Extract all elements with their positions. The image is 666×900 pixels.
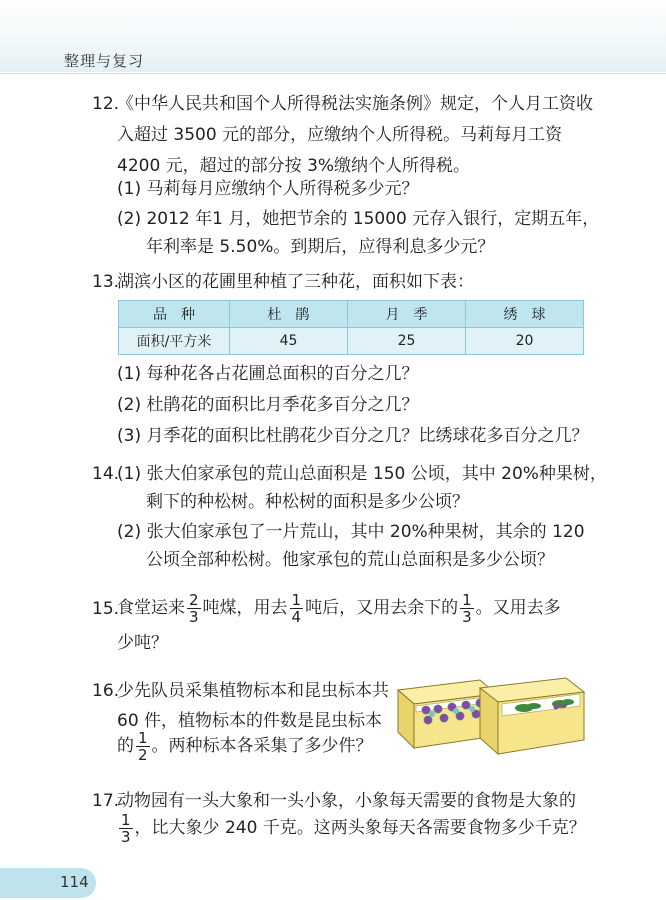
q17-text: ，比大象少 240 千克。这两头象每天各需要食物多少千克？ bbox=[134, 818, 586, 838]
q13-number: 13. bbox=[92, 272, 120, 292]
table-header-cell: 品 种 bbox=[119, 301, 230, 328]
q12-line2: 入超过 3500 元的部分，应缴纳个人所得税。马莉每月工资 bbox=[117, 125, 563, 145]
q15-text: 吨后，又用去余下的 bbox=[305, 598, 459, 618]
table-row bbox=[119, 328, 584, 355]
specimen-boxes-illustration bbox=[396, 676, 586, 766]
q16-number: 16. bbox=[92, 681, 120, 701]
q14-number: 14. bbox=[92, 464, 120, 484]
q16-line1: 少先队员采集植物标本和昆虫标本共 bbox=[117, 681, 389, 701]
q15-number: 15. bbox=[92, 599, 120, 619]
fraction-denominator: 3 bbox=[462, 607, 472, 626]
q12-sub1: (1) 马莉每月应缴纳个人所得税多少元？ bbox=[117, 179, 419, 199]
fraction-denominator: 3 bbox=[121, 827, 131, 846]
q16-text: 。两种标本各采集了多少件？ bbox=[151, 736, 373, 756]
fraction bbox=[187, 592, 201, 625]
q13-intro: 湖滨小区的花圃里种植了三种花，面积如下表： bbox=[117, 272, 474, 292]
q14-sub1-line2: 剩下的种松树。种松树的面积是多少公顷？ bbox=[146, 492, 469, 512]
fraction-denominator: 2 bbox=[138, 745, 148, 764]
q12-number: 12. bbox=[92, 94, 120, 114]
fraction-denominator: 4 bbox=[291, 607, 302, 626]
q13-sub3: (3) 月季花的面积比杜鹃花少百分之几？比绣球花多百分之几？ bbox=[117, 426, 589, 446]
q17-line2 bbox=[117, 805, 586, 851]
q15-line2: 少吨？ bbox=[117, 633, 168, 653]
fraction-numerator: 2 bbox=[189, 590, 199, 609]
q15-text: 。又用去多 bbox=[475, 598, 561, 618]
page-number: 114 bbox=[60, 873, 89, 891]
q14-sub1-line1: (1) 张大伯家承包的荒山总面积是 150 公顷，其中 20%种果树， bbox=[117, 464, 607, 484]
flower-area-table bbox=[118, 300, 584, 355]
q15-text: 食堂运来 bbox=[117, 598, 185, 618]
q12-line1: 《中华人民共和国个人所得税法实施条例》规定，个人月工资收 bbox=[117, 94, 593, 114]
q12-sub2-line2: 年利率是 5.50%。到期后，应得利息多少元？ bbox=[146, 237, 495, 257]
fraction bbox=[136, 730, 150, 763]
table-cell: 20 bbox=[466, 328, 584, 355]
q12-sub2-line1: (2) 2012 年1 月，她把节余的 15000 元存入银行，定期五年， bbox=[117, 209, 600, 229]
table-header-cell: 月 季 bbox=[348, 301, 466, 328]
q17-number: 17. bbox=[92, 791, 120, 811]
table-cell: 面积/平方米 bbox=[119, 328, 230, 355]
fraction-numerator: 1 bbox=[291, 590, 302, 609]
q16-line2: 60 件，植物标本的件数是昆虫标本 bbox=[117, 711, 383, 731]
table-header-cell: 绣 球 bbox=[466, 301, 584, 328]
q16-text: 的 bbox=[117, 736, 134, 756]
q13-sub1: (1) 每种花各占花圃总面积的百分之几？ bbox=[117, 364, 419, 384]
section-title: 整理与复习 bbox=[64, 52, 145, 70]
plant-specimen-box bbox=[480, 678, 584, 754]
q14-sub2-line1: (2) 张大伯家承包了一片荒山，其中 20%种果树，其余的 120 bbox=[117, 522, 585, 542]
fraction-denominator: 3 bbox=[189, 607, 199, 626]
q13-sub2: (2) 杜鹃花的面积比月季花多百分之几？ bbox=[117, 395, 419, 415]
table-cell: 25 bbox=[348, 328, 466, 355]
table-header-row bbox=[119, 301, 584, 328]
q16-line3 bbox=[117, 723, 373, 769]
q15-line1 bbox=[117, 585, 561, 631]
q12-line3: 4200 元，超过的部分按 3%缴纳个人所得税。 bbox=[117, 156, 471, 176]
fraction-numerator: 1 bbox=[138, 728, 148, 747]
table-header-cell: 杜 鹃 bbox=[230, 301, 348, 328]
fraction-numerator: 1 bbox=[462, 590, 472, 609]
table-cell: 45 bbox=[230, 328, 348, 355]
fraction-numerator: 1 bbox=[121, 810, 131, 829]
q17-line1: 动物园有一头大象和一头小象，小象每天需要的食物是大象的 bbox=[117, 791, 576, 811]
fraction bbox=[119, 812, 133, 845]
q15-text: 吨煤，用去 bbox=[202, 598, 288, 618]
fraction bbox=[290, 592, 304, 625]
fraction bbox=[460, 592, 474, 625]
header-divider bbox=[0, 73, 666, 74]
q14-sub2-line2: 公顷全部种松树。他家承包的荒山总面积是多少公顷？ bbox=[146, 550, 554, 570]
